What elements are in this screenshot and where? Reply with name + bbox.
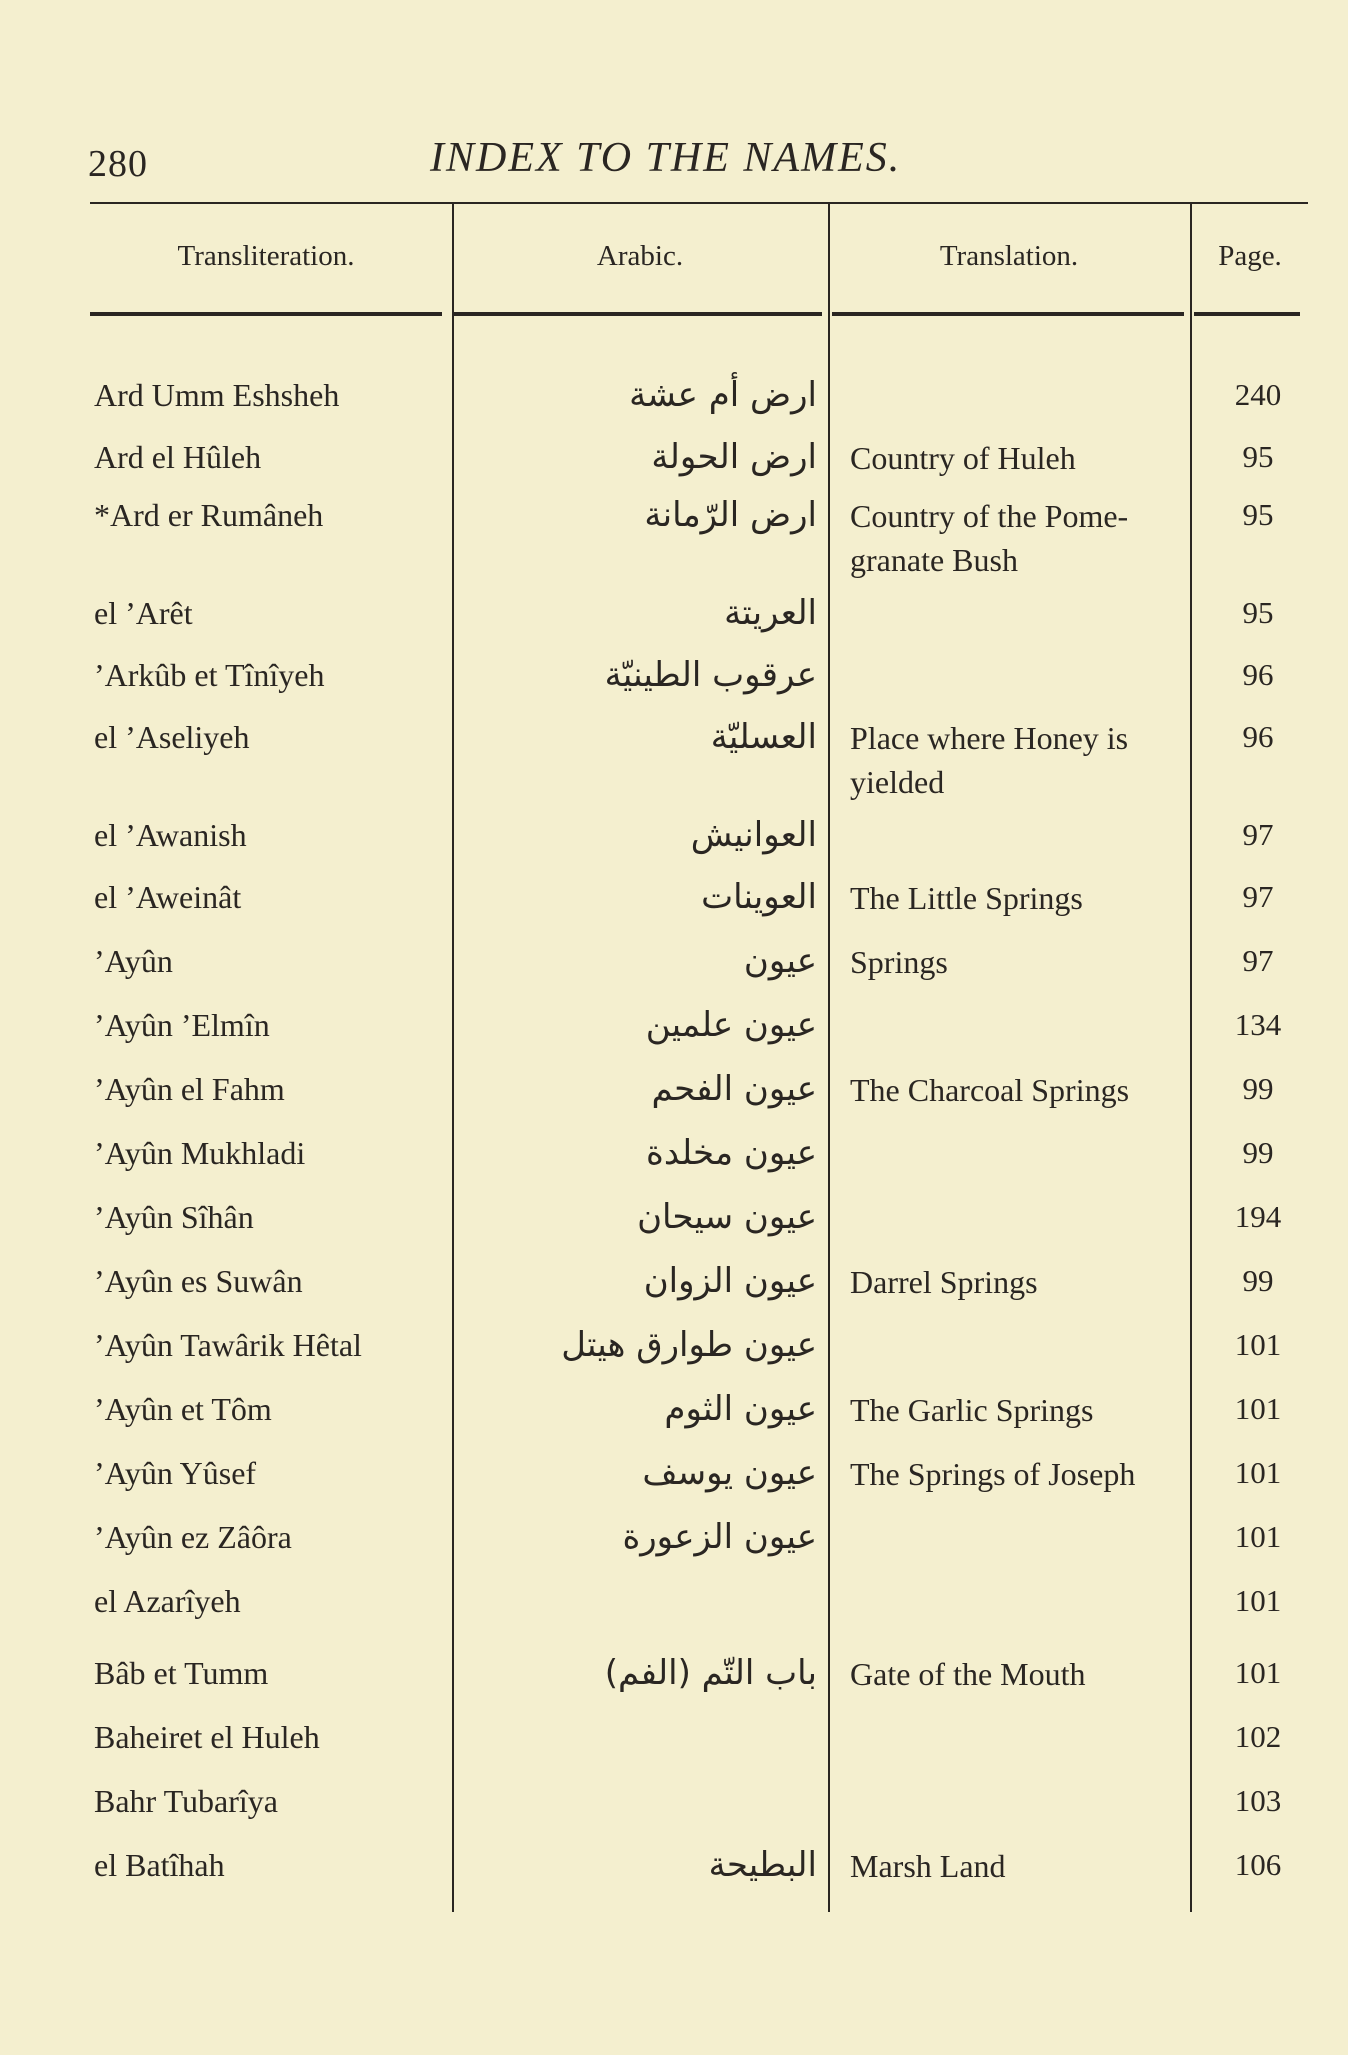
transliteration-cell: ’Ayûn bbox=[94, 943, 173, 979]
translation-cell: Country of Huleh bbox=[850, 440, 1076, 476]
arabic-cell: العوانيش bbox=[690, 815, 817, 855]
page-cell: 101 bbox=[1234, 1655, 1282, 1690]
page-cell: 102 bbox=[1234, 1719, 1282, 1754]
transliteration-cell: ’Ayûn Yûsef bbox=[94, 1455, 257, 1491]
page-cell: 106 bbox=[1234, 1847, 1282, 1882]
page-cell: 101 bbox=[1234, 1583, 1282, 1618]
arabic-cell: العوينات bbox=[701, 877, 817, 917]
page-cell: 101 bbox=[1234, 1519, 1282, 1554]
header-rule bbox=[454, 312, 822, 316]
page-number: 280 bbox=[88, 143, 148, 185]
arabic-cell: عيون bbox=[743, 941, 817, 981]
page-cell: 96 bbox=[1242, 657, 1274, 692]
translation-cell: Place where Honey is yielded bbox=[850, 720, 1129, 800]
page-cell: 97 bbox=[1242, 879, 1274, 914]
page-cell: 240 bbox=[1234, 377, 1282, 412]
translation-cell: Springs bbox=[850, 944, 948, 980]
transliteration-cell: el ’Aseliyeh bbox=[94, 719, 250, 755]
arabic-cell: عيون مخلدة bbox=[646, 1133, 817, 1173]
transliteration-cell: el ’Awanish bbox=[94, 817, 247, 853]
translation-cell: Country of the Pome-granate Bush bbox=[850, 498, 1129, 578]
arabic-cell: عيون يوسف bbox=[642, 1453, 817, 1493]
translation-cell: Darrel Springs bbox=[850, 1264, 1038, 1300]
transliteration-cell: ’Ayûn Sîhân bbox=[94, 1199, 254, 1235]
page-cell: 101 bbox=[1234, 1327, 1282, 1362]
translation-cell: Marsh Land bbox=[850, 1848, 1006, 1884]
arabic-cell: عرقوب الطينيّة bbox=[604, 655, 817, 695]
header-rule bbox=[1194, 312, 1300, 316]
transliteration-cell: el ’Arêt bbox=[94, 595, 193, 631]
page-cell: 97 bbox=[1242, 817, 1274, 852]
column-divider bbox=[828, 202, 830, 1912]
transliteration-cell: Bâb et Tumm bbox=[94, 1655, 269, 1691]
arabic-cell: عيون طوارق هيتل bbox=[561, 1325, 817, 1365]
page-cell: 194 bbox=[1234, 1199, 1282, 1234]
transliteration-cell: Baheiret el Huleh bbox=[94, 1719, 320, 1755]
page-cell: 96 bbox=[1242, 719, 1274, 754]
page-cell: 99 bbox=[1242, 1135, 1274, 1170]
column-header-page: Page. bbox=[1218, 240, 1282, 272]
transliteration-cell: *Ard er Rumâneh bbox=[94, 497, 324, 533]
transliteration-cell: ’Ayûn Tawârik Hêtal bbox=[94, 1327, 362, 1363]
table-top-rule bbox=[90, 202, 1308, 204]
arabic-cell: ارض الرّمانة bbox=[644, 495, 817, 535]
page-cell: 134 bbox=[1234, 1007, 1282, 1042]
arabic-cell: عيون سيحان bbox=[637, 1197, 817, 1237]
transliteration-cell: Ard el Hûleh bbox=[94, 439, 262, 475]
page-cell: 99 bbox=[1242, 1263, 1274, 1298]
header-rule bbox=[90, 312, 442, 316]
translation-cell: The Little Springs bbox=[850, 880, 1083, 916]
page-cell: 101 bbox=[1234, 1455, 1282, 1490]
column-header-arabic: Arabic. bbox=[596, 240, 684, 272]
transliteration-cell: ’Ayûn es Suwân bbox=[94, 1263, 303, 1299]
transliteration-cell: Bahr Tubarîya bbox=[94, 1783, 278, 1819]
page-cell: 95 bbox=[1242, 595, 1274, 630]
transliteration-cell: ’Ayûn ez Zâôra bbox=[94, 1519, 292, 1555]
page-cell: 103 bbox=[1234, 1783, 1282, 1818]
arabic-cell: عيون الزعورة bbox=[622, 1517, 817, 1557]
header-rule bbox=[832, 312, 1184, 316]
transliteration-cell: ’Ayûn Mukhladi bbox=[94, 1135, 306, 1171]
arabic-cell: عيون علمين bbox=[645, 1005, 817, 1045]
arabic-cell: ارض أم عشة bbox=[629, 375, 817, 415]
page-header bbox=[0, 128, 1348, 188]
page-cell: 95 bbox=[1242, 439, 1274, 474]
running-title: INDEX TO THE NAMES. bbox=[430, 135, 902, 181]
column-header-translation: Translation. bbox=[939, 240, 1079, 272]
translation-cell: The Springs of Joseph bbox=[850, 1456, 1136, 1492]
column-header-transliteration: Transliteration. bbox=[177, 240, 355, 272]
page-cell: 101 bbox=[1234, 1391, 1282, 1426]
transliteration-cell: ’Arkûb et Tînîyeh bbox=[94, 657, 325, 693]
page-cell: 95 bbox=[1242, 497, 1274, 532]
arabic-cell: باب التّم (الفم) bbox=[604, 1653, 817, 1693]
transliteration-cell: Ard Umm Eshsheh bbox=[94, 377, 340, 413]
translation-cell: The Charcoal Springs bbox=[850, 1072, 1130, 1108]
transliteration-cell: ’Ayûn et Tôm bbox=[94, 1391, 272, 1427]
arabic-cell: عيون الفحم bbox=[651, 1069, 817, 1109]
page-cell: 97 bbox=[1242, 943, 1274, 978]
transliteration-cell: el ’Aweinât bbox=[94, 879, 242, 915]
arabic-cell: العريتة bbox=[724, 593, 817, 633]
arabic-cell: عيون الثوم bbox=[664, 1389, 817, 1429]
arabic-cell: العسليّة bbox=[710, 717, 817, 757]
transliteration-cell: ’Ayûn ’Elmîn bbox=[94, 1007, 270, 1043]
page-cell: 99 bbox=[1242, 1071, 1274, 1106]
translation-cell: Gate of the Mouth bbox=[850, 1656, 1086, 1692]
transliteration-cell: el Batîhah bbox=[94, 1847, 225, 1883]
translation-cell: The Garlic Springs bbox=[850, 1392, 1094, 1428]
arabic-cell: عيون الزوان bbox=[643, 1261, 817, 1301]
transliteration-cell: ’Ayûn el Fahm bbox=[94, 1071, 285, 1107]
transliteration-cell: el Azarîyeh bbox=[94, 1583, 241, 1619]
arabic-cell: البطيحة bbox=[708, 1845, 817, 1885]
arabic-cell: ارض الحولة bbox=[651, 437, 817, 477]
